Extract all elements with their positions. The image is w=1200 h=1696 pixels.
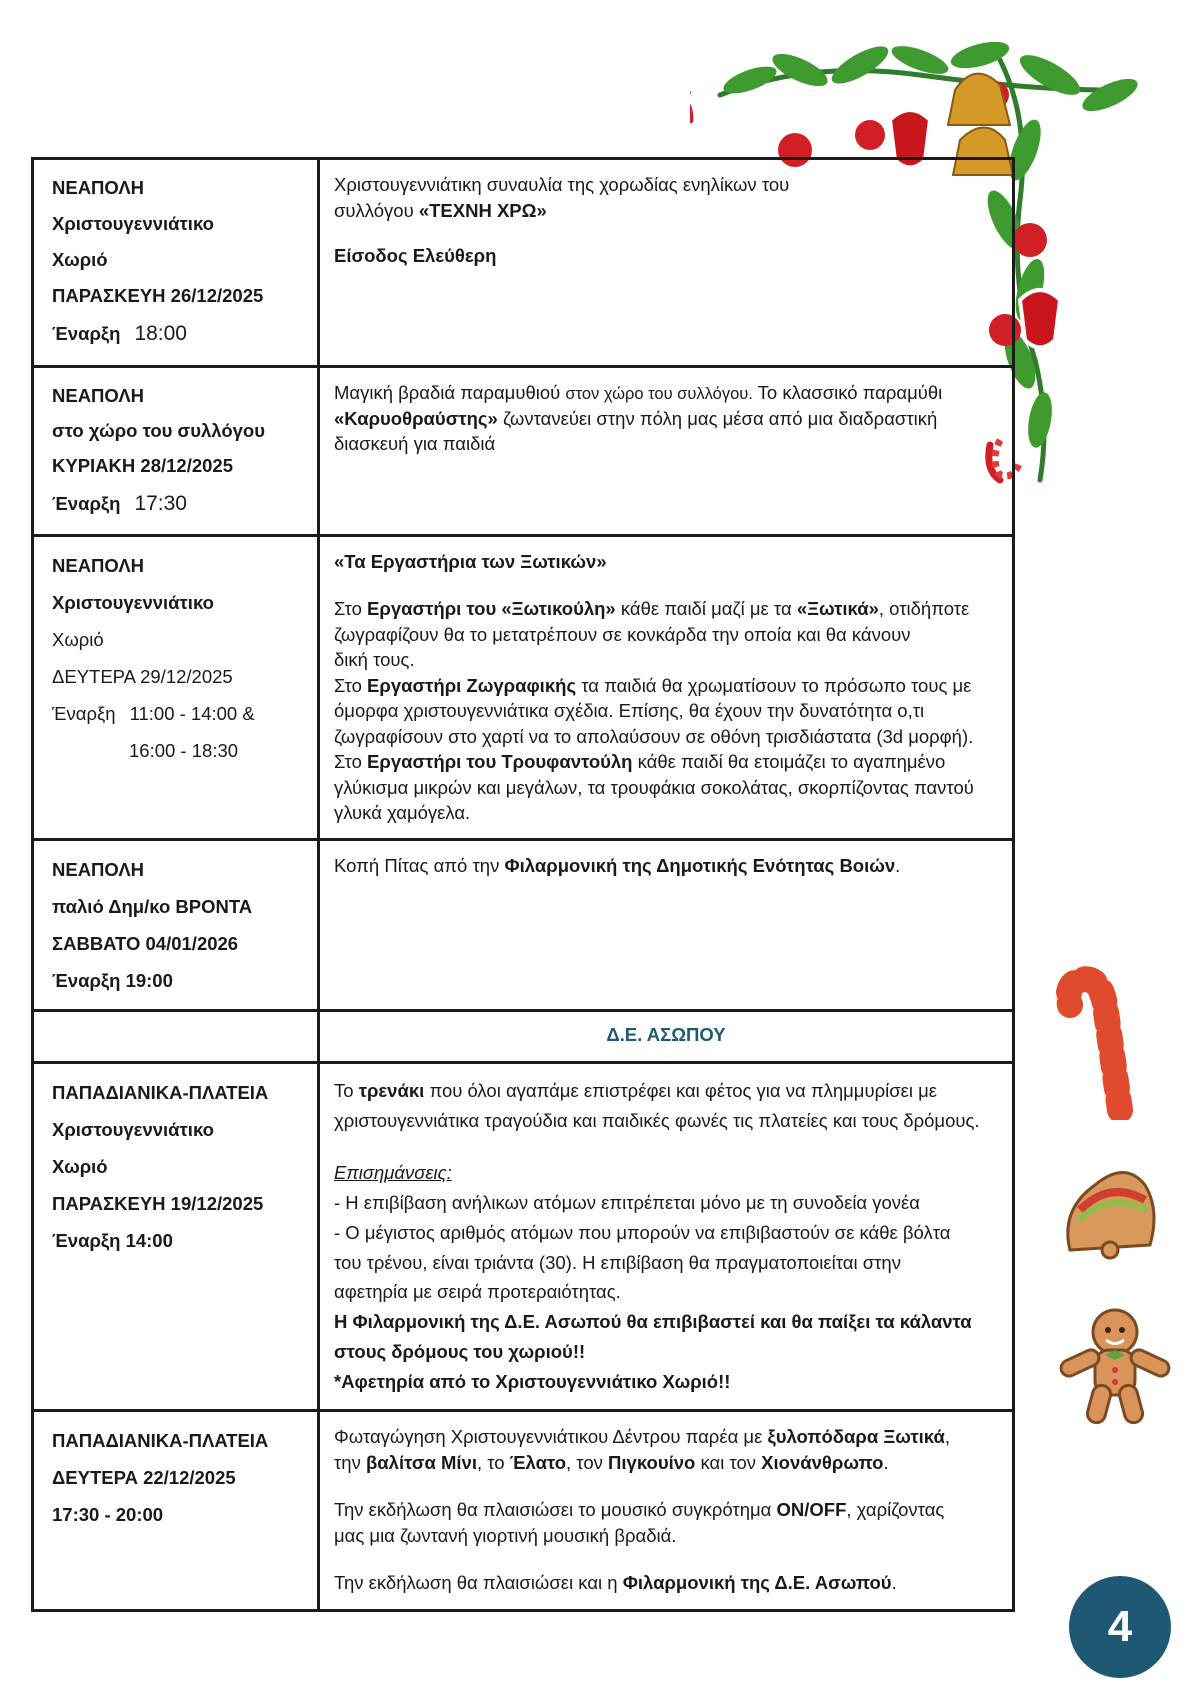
text: Μαγική βραδιά παραμυθιού xyxy=(334,382,566,404)
text: Εργαστήρι του Τρουφαντούλη xyxy=(367,751,633,773)
text: Στο xyxy=(334,751,368,773)
text: , τον xyxy=(566,1451,609,1473)
note-line: - Ο μέγιστος αριθμός ατόμων που μπορούν να επιβιβαστούν σε κάθε βόλτα xyxy=(334,1221,951,1243)
notes-title: Επισημάνσεις: xyxy=(334,1161,452,1183)
venue: ΝΕΑΠΟΛΗ xyxy=(52,385,145,407)
table-row xyxy=(33,1062,1014,1411)
start-label: Έναρξη xyxy=(52,492,121,514)
text: ON/OFF xyxy=(776,1499,847,1521)
text: Κοπή Πίτας από την xyxy=(334,854,505,876)
venue-detail: Χωριό xyxy=(52,628,104,650)
description-line: γλύκισμα μικρών και μεγάλων, τα τρουφάκια σοκολάτας, σκορπίζοντας παντού xyxy=(334,776,974,798)
text: τα παιδιά θα χρωματίσουν το πρόσωπο τους με xyxy=(576,674,972,696)
venue: ΝΕΑΠΟΛΗ xyxy=(52,858,145,880)
event-date: ΔΕΥΤΕΡΑ 29/12/2025 xyxy=(52,665,233,687)
gingerbread-man-decoration xyxy=(1050,1300,1180,1430)
table-row xyxy=(33,367,1014,535)
text: Την εκδήλωση θα πλαισιώσει και η xyxy=(334,1572,623,1594)
description-line xyxy=(334,673,1000,699)
section-title: Δ.Ε. ΑΣΩΠΟΥ xyxy=(319,1010,1014,1062)
event-description xyxy=(319,1062,1014,1411)
description-line xyxy=(334,596,1000,622)
description-line xyxy=(334,549,1000,575)
text: . xyxy=(891,1572,897,1594)
workshops-title: «Τα Εργαστήρια των Ξωτικών» xyxy=(334,550,607,572)
page-number-badge: 4 xyxy=(1069,1576,1171,1678)
start-time-line xyxy=(52,484,317,524)
candy-cane-decoration xyxy=(1055,960,1165,1120)
text: Πιγκουίνο xyxy=(608,1451,696,1473)
start-time: 18:00 xyxy=(134,322,187,346)
text: που όλοι αγαπάμε επιστρέφει και φέτος για να πλημμυρίσει με xyxy=(424,1079,938,1101)
venue-detail: Χριστουγεννιάτικο xyxy=(52,1118,214,1140)
description-line: όμορφα χριστουγεννιάτικα σχέδια. Επίσης, θα έχουν την δυνατότητα ο,τι xyxy=(334,700,925,722)
description-line xyxy=(334,380,1000,406)
text: ξυλοπόδαρα Ξωτικά xyxy=(767,1426,945,1448)
event-details xyxy=(33,1411,319,1611)
start-time: 17:30 xyxy=(134,491,187,515)
event-description xyxy=(319,1411,1014,1611)
venue: ΝΕΑΠΟΛΗ xyxy=(52,177,145,198)
text: στον χώρο του συλλόγου. xyxy=(565,385,753,404)
venue-detail: Χωριό xyxy=(52,249,108,271)
section-row xyxy=(33,1010,1014,1062)
choir-name: «ΤΕΧΝΗ ΧΡΩ» xyxy=(418,199,547,221)
venue: ΝΕΑΠΟΛΗ xyxy=(52,554,145,576)
description-line xyxy=(334,1497,1000,1523)
description-line: δική τους. xyxy=(334,649,415,671)
text: , xyxy=(944,1426,950,1448)
text: Την εκδήλωση θα πλαισιώσει το μουσικό συγκρότημα xyxy=(334,1499,777,1521)
venue: ΠΑΠΑΔΙΑΝΙΚΑ-ΠΛΑΤΕΙΑ xyxy=(52,1430,269,1452)
venue-detail: παλιό Δημ/κο ΒΡΟΝΤΑ xyxy=(52,895,253,917)
event-details xyxy=(33,367,319,535)
highlight-line: στους δρόμους του χωριού!! xyxy=(334,1341,586,1363)
text: Φιλαρμονική της Δ.Ε. Ασωπού xyxy=(622,1572,892,1594)
event-details xyxy=(33,839,319,1010)
note-line: αφετηρία με σειρά προτεραιότητας. xyxy=(334,1281,621,1303)
description-line: ζωγραφίζουν θα το μετατρέπουν σε κονκάρδα την οποία και θα κάνουν xyxy=(334,623,911,645)
text: βαλίτσα Μίνι xyxy=(366,1451,477,1473)
text: ζωντανεύει στην πόλη μας μέσα από μια διαδραστική xyxy=(497,407,938,429)
text: και τον xyxy=(695,1451,762,1473)
event-description xyxy=(319,535,1014,839)
text: Εργαστήρι Ζωγραφικής xyxy=(367,674,577,696)
event-description xyxy=(319,159,1014,367)
event-date: ΣΑΒΒΑΤΟ 04/01/2026 xyxy=(52,932,239,954)
note-line: του τρένου, είναι τριάντα (30). Η επιβίβαση θα πραγματοποιείται στην xyxy=(334,1251,901,1273)
event-details xyxy=(33,1062,319,1411)
event-date: ΔΕΥΤΕΡΑ 22/12/2025 xyxy=(52,1467,236,1489)
event-details xyxy=(33,535,319,839)
start-time: Έναρξη 19:00 xyxy=(52,969,173,991)
table-row xyxy=(33,535,1014,839)
event-time: 17:30 - 20:00 xyxy=(52,1504,164,1526)
description-line: Χριστουγεννιάτικη συναυλία της χορωδίας ενηλίκων του xyxy=(334,174,790,195)
highlight-line: Η Φιλαρμονική της Δ.Ε. Ασωπού θα επιβιβαστεί και θα παίξει τα κάλαντα xyxy=(334,1311,972,1333)
show-title: «Καρυοθραύστης» xyxy=(334,407,498,429)
text: , οτιδήποτε xyxy=(878,598,970,620)
start-label: Έναρξη xyxy=(52,702,116,724)
event-details xyxy=(33,159,319,367)
venue-detail: Χωριό xyxy=(52,1155,108,1177)
text: συλλόγου xyxy=(334,199,419,221)
venue-detail: Χριστουγεννιάτικο xyxy=(52,213,214,235)
text: την xyxy=(334,1451,366,1473)
text: , χαρίζοντας xyxy=(846,1499,945,1521)
text: «Ξωτικά» xyxy=(796,598,879,620)
text: Φωταγώγηση Χριστουγεννιάτικου Δέντρου παρέα με xyxy=(334,1426,768,1448)
philharmonic-name: Φιλαρμονική της Δημοτικής Ενότητας Βοιών xyxy=(504,854,896,876)
text: . xyxy=(883,1451,889,1473)
event-date: ΚΥΡΙΑΚΗ 28/12/2025 xyxy=(52,455,233,477)
table-row xyxy=(33,839,1014,1010)
description-line: διασκευή για παιδιά xyxy=(334,433,496,455)
description-line xyxy=(334,1450,1000,1476)
description-line xyxy=(334,1570,1000,1596)
text: Το κλασσικό παραμύθι xyxy=(752,382,943,404)
description-line: ζωγραφίσουν στο χαρτί να το απολαύσουν σε οθόνη τρισδιάστατα (3d μορφή). xyxy=(334,725,974,747)
text: . xyxy=(895,854,901,876)
text: Χιονάνθρωπο xyxy=(761,1451,884,1473)
event-date: ΠΑΡΑΣΚΕΥΗ 26/12/2025 xyxy=(52,285,264,307)
venue-detail: στο χώρο του συλλόγου xyxy=(52,420,265,442)
table-row xyxy=(33,1411,1014,1611)
venue: ΠΑΠΑΔΙΑΝΙΚΑ-ΠΛΑΤΕΙΑ xyxy=(52,1081,269,1103)
events-table xyxy=(31,157,1015,1612)
text: , το xyxy=(476,1451,510,1473)
description-line xyxy=(334,1424,1000,1450)
text: κάθε παιδί μαζί με τα xyxy=(615,598,797,620)
description-line: γλυκά χαμόγελα. xyxy=(334,802,471,824)
gingerbread-bell-decoration xyxy=(1050,1150,1170,1270)
note-line: - Η επιβίβαση ανήλικων ατόμων επιτρέπεται μόνο με τη συνοδεία γονέα xyxy=(334,1191,921,1213)
start-time-line xyxy=(52,695,317,732)
highlight-line: *Αφετηρία από το Χριστουγεννιάτικο Χωριό!! xyxy=(334,1371,731,1393)
description-line xyxy=(334,853,1000,879)
description-line xyxy=(334,1076,1000,1106)
description-line: μας μια ζωντανή γιορτινή μουσική βραδιά. xyxy=(334,1524,677,1546)
venue-detail: Χριστουγεννιάτικο xyxy=(52,591,214,613)
text: Το xyxy=(334,1079,359,1101)
start-time: 11:00 - 14:00 & xyxy=(129,702,255,724)
description-line xyxy=(334,406,1000,432)
start-label: Έναρξη xyxy=(52,323,121,345)
description-line xyxy=(334,749,1000,775)
description-line xyxy=(334,243,1000,269)
table-row xyxy=(33,159,1014,367)
text: Στο xyxy=(334,674,368,696)
text: Στο xyxy=(334,598,368,620)
text: Εργαστήρι του «Ξωτικούλη» xyxy=(367,598,616,620)
start-time: Έναρξη 14:00 xyxy=(52,1229,173,1251)
description-line xyxy=(334,198,1000,224)
text: Έλατο xyxy=(509,1451,567,1473)
event-date: ΠΑΡΑΣΚΕΥΗ 19/12/2025 xyxy=(52,1192,264,1214)
text: τρενάκι xyxy=(358,1079,425,1101)
free-entry: Είσοδος Ελεύθερη xyxy=(334,245,497,267)
start-time-line xyxy=(52,314,317,355)
description-line: χριστουγεννιάτικα τραγούδια και παιδικές φωνές τις πλατείες και τους δρόμους. xyxy=(334,1109,980,1131)
event-description xyxy=(319,367,1014,535)
empty-cell xyxy=(33,1010,319,1062)
start-time: 16:00 - 18:30 xyxy=(129,739,239,761)
text: κάθε παιδί θα ετοιμάζει το αγαπημένο xyxy=(632,751,946,773)
event-description xyxy=(319,839,1014,1010)
